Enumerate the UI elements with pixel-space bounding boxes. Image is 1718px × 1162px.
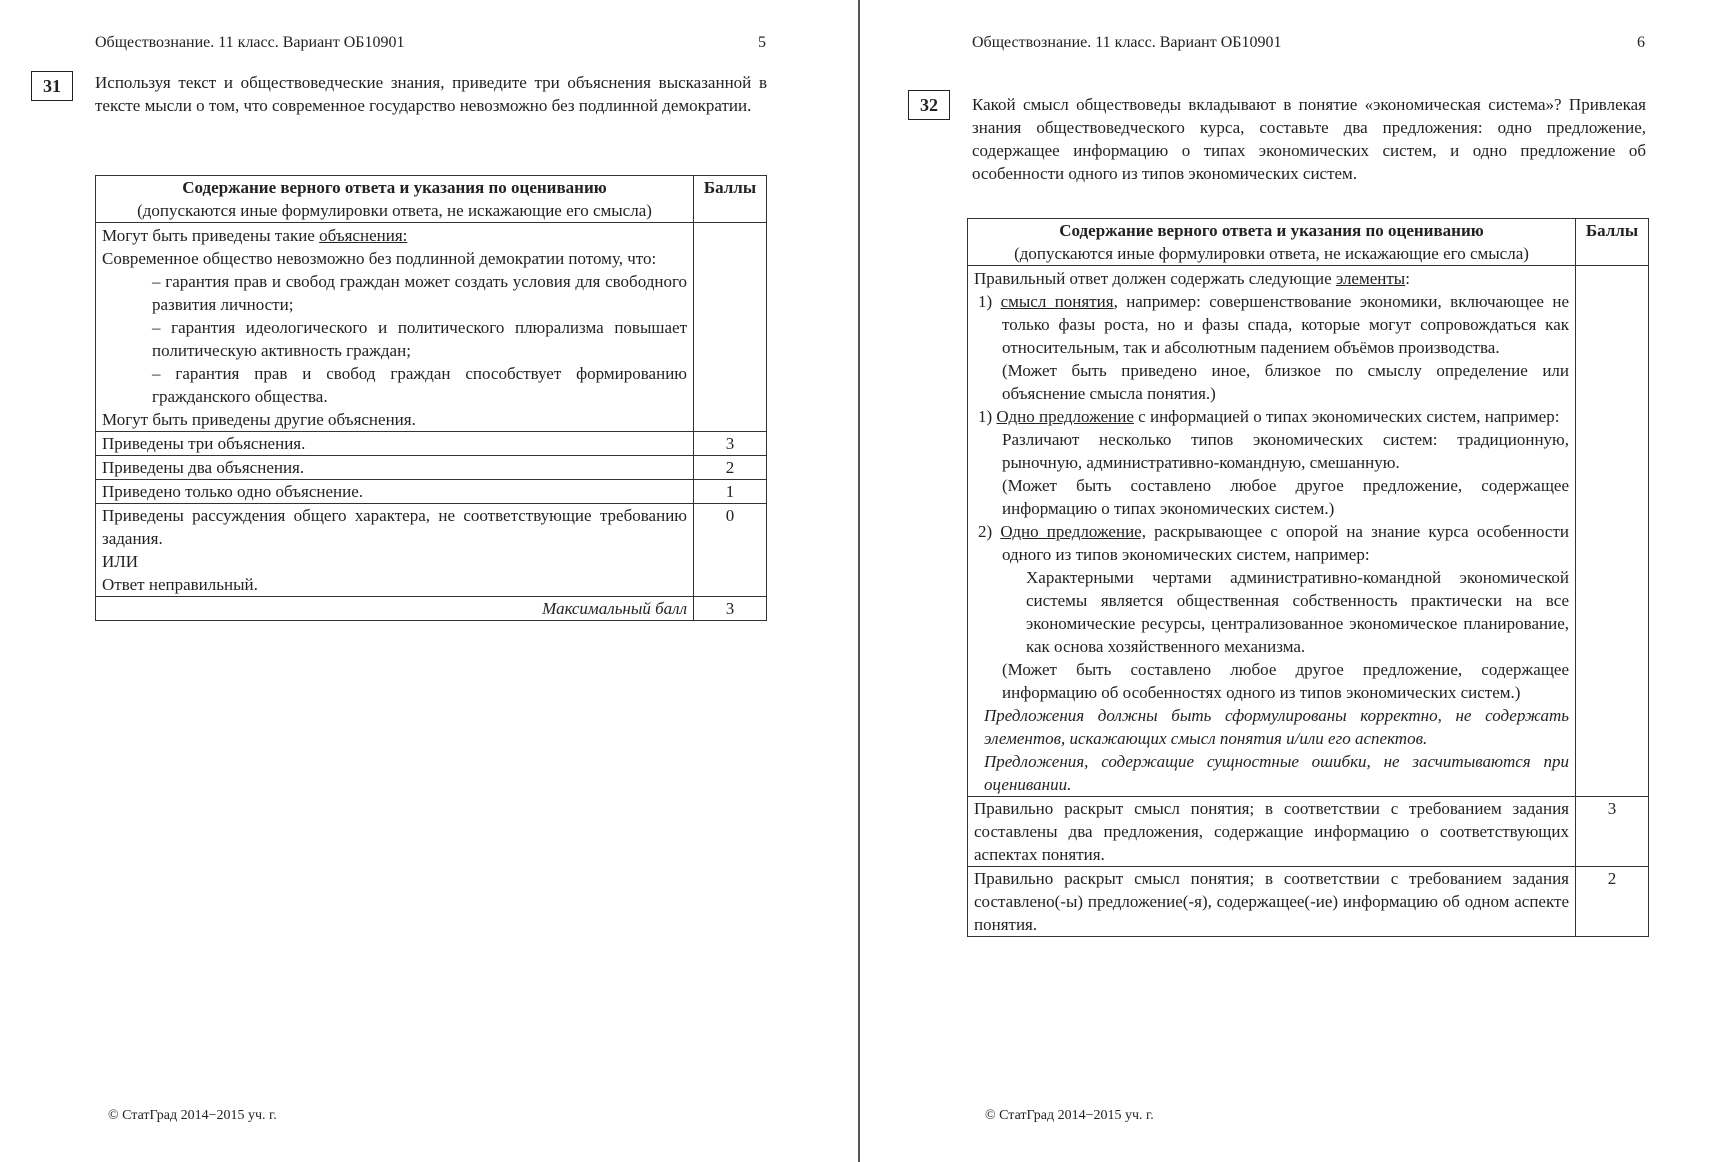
statement: Современное общество невозможно без подлинной демократии потому, что: (102, 249, 657, 268)
page-divider (858, 0, 860, 1162)
answer-content (96, 223, 694, 432)
other-explanations: Могут быть приведены другие объяснения. (102, 410, 416, 429)
intro-prefix: Могут быть приведены такие (102, 226, 320, 245)
element-3-example: Характерными чертами административно-командной экономической системы является общественная собственность практически на все экономические ресурсы, централизованное экономическое планирование, как основа хозяйственного механизма. (1026, 568, 1569, 656)
header-points: Баллы (694, 176, 767, 223)
page-footer: © СтатГрад 2014−2015 уч. г. (108, 1108, 277, 1123)
intro-underlined: элементы (1335, 269, 1406, 288)
criterion-text: Приведены два объяснения. (96, 456, 694, 480)
intro-suffix: : (1405, 269, 1410, 288)
header-subtitle: (допускаются иные формулировки ответа, не искажающие его смысла) (1014, 244, 1529, 263)
criterion-points: 1 (694, 480, 767, 504)
element-text: раскрывающее с опорой на знание курса особенности одного из типов экономических систем, например: (1002, 522, 1569, 564)
header-points: Баллы (1576, 219, 1649, 266)
criterion-text: Правильно раскрыт смысл понятия; в соответствии с требованием задания составлено(-ы) предложение(-я), содержащее(-ие) информацию об одном аспекте понятия. (968, 867, 1576, 937)
element-1-note: (Может быть приведено иное, близкое по смыслу определение или объяснение смысла понятия.) (1002, 361, 1569, 403)
table-header-content (96, 176, 694, 223)
points-cell (1576, 266, 1649, 797)
element-text: с информацией о типах экономических систем, например: (1133, 407, 1560, 426)
element-key: смысл понятия (1000, 292, 1114, 311)
element-number: 1) (978, 292, 1001, 311)
italic-note-1: Предложения должны быть сформулированы корректно, не содержать элементов, искажающих смысл понятия и/или его аспектов. (984, 706, 1569, 748)
page-header: Обществознание. 11 класс. Вариант ОБ10901 (95, 34, 405, 51)
page-header: Обществознание. 11 класс. Вариант ОБ10901 (972, 34, 1282, 51)
question-text: Какой смысл обществоведы вкладывают в понятие «экономическая система»? Привлекая знания обществоведческого курса, составьте два предложения: одно предложение, содержащее информацию о типах экономических систем, и одно предложение об особенности одного из типов экономических систем. (972, 95, 1646, 183)
element-text: , например: совершенствование экономики, включающее не только фазы роста, но и фазы спада, которые могут сопровождаться как относительным, так и абсолютным падением объёмов производства. (1002, 292, 1569, 357)
left-page (0, 0, 858, 1162)
header-subtitle: (допускаются иные формулировки ответа, не искажающие его смысла) (137, 201, 652, 220)
element-key: Одно предложение (996, 407, 1134, 426)
criterion-points: 3 (694, 432, 767, 456)
max-score-label: Максимальный балл (96, 597, 694, 621)
explanation-item: – гарантия прав и свобод граждан может создать условия для свободного развития личности; (152, 272, 687, 314)
element-2 (974, 405, 1569, 428)
criterion-text: Приведено только одно объяснение. (96, 480, 694, 504)
question-number: 31 (31, 71, 73, 101)
element-2-note: (Может быть составлено любое другое предложение, содержащее информацию о типах экономических систем.) (1002, 476, 1569, 518)
header-title: Содержание верного ответа и указания по оцениванию (182, 178, 607, 197)
criterion-points: 3 (1576, 797, 1649, 867)
criterion-text: Правильно раскрыт смысл понятия; в соответствии с требованием задания составлены два предложения, содержащие информацию о соответствующих аспектах понятия. (968, 797, 1576, 867)
explanation-item: – гарантия идеологического и политического плюрализма повышает политическую активность граждан; (152, 318, 687, 360)
intro-prefix: Правильный ответ должен содержать следующие (974, 269, 1336, 288)
max-score-value: 3 (694, 597, 767, 621)
zero-line-1: Приведены рассуждения общего характера, не соответствующие требованию задания. (102, 506, 687, 548)
criterion-text: Приведены три объяснения. (96, 432, 694, 456)
page-number: 5 (758, 34, 766, 51)
element-2-example: Различают несколько типов экономических систем: традиционную, рыночную, административно-командную, смешанную. (1002, 430, 1569, 472)
criterion-points: 2 (694, 456, 767, 480)
intro-underlined: объяснения: (319, 226, 408, 245)
explanation-item: – гарантия прав и свобод граждан способствует формированию гражданского общества. (152, 364, 687, 406)
page-number: 6 (1637, 34, 1645, 51)
element-number: 1) (978, 407, 997, 426)
intro-line (102, 224, 687, 247)
question-text: Используя текст и обществоведческие знания, приведите три объяснения высказанной в тексте мысли о том, что современное государство невозможно без подлинной демократии. (95, 73, 767, 115)
criterion-zero (96, 504, 694, 597)
element-key: Одно предложение, (1000, 522, 1146, 541)
element-1 (974, 290, 1569, 359)
italic-note-2: Предложения, содержащие сущностные ошибки, не засчитываются при оценивании. (984, 752, 1569, 794)
zero-line-2: Ответ неправильный. (102, 575, 258, 594)
points-cell (694, 223, 767, 432)
scoring-table (95, 175, 767, 621)
right-page (861, 0, 1718, 1162)
zero-or: ИЛИ (102, 552, 139, 571)
page-footer: © СтатГрад 2014−2015 уч. г. (985, 1108, 1154, 1123)
intro-line (974, 267, 1569, 290)
table-header-content (968, 219, 1576, 266)
criterion-points: 2 (1576, 867, 1649, 937)
header-title: Содержание верного ответа и указания по оцениванию (1059, 221, 1484, 240)
answer-content (968, 266, 1576, 797)
question-number: 32 (908, 90, 950, 120)
element-3-note: (Может быть составлено любое другое предложение, содержащее информацию об особенностях одного из типов экономических систем.) (1002, 660, 1569, 702)
element-3 (974, 520, 1569, 566)
element-number: 2) (978, 522, 1001, 541)
criterion-points: 0 (694, 504, 767, 597)
scoring-table (967, 218, 1649, 937)
